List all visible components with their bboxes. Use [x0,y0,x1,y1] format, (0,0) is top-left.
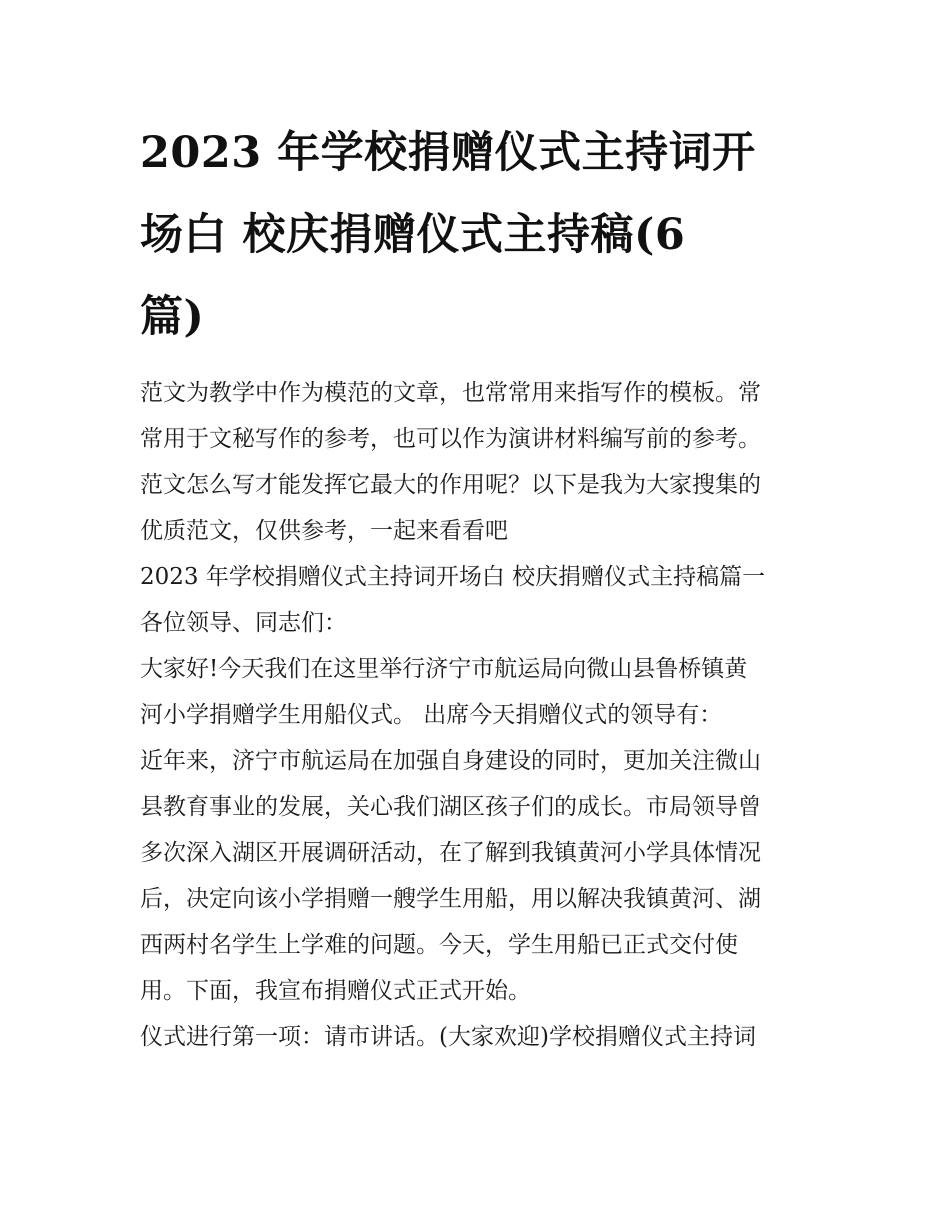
title-line: 篇) [140,292,205,342]
section-heading [140,554,820,600]
text-line: 大家好!今天我们在这里举行济宁市航运局向微山县鲁桥镇黄 [140,656,748,682]
text-line: 用。下面，我宣布捐赠仪式正式开始。 [140,978,531,1004]
document-title [140,112,820,358]
body-paragraph [140,738,820,1014]
text-line: 2023 年学校捐赠仪式主持词开场白 校庆捐赠仪式主持稿篇一 [140,564,766,590]
text-line: 多次深入湖区开展调研活动，在了解到我镇黄河小学具体情况 [140,840,761,866]
agenda-paragraph [140,1014,820,1060]
greeting-paragraph [140,646,820,738]
salutation-paragraph [140,600,820,646]
title-line: 场白 校庆捐赠仪式主持稿(6 [140,210,686,260]
text-line: 后，决定向该小学捐赠一艘学生用船，用以解决我镇黄河、湖 [140,886,761,912]
text-line: 各位领导、同志们： [140,610,347,636]
text-line: 优质范文，仅供参考，一起来看看吧 [140,518,508,544]
title-line: 2023 年学校捐赠仪式主持词开 [140,128,756,178]
text-line: 仪式进行第一项：请市讲话。(大家欢迎)学校捐赠仪式主持词 [140,1024,756,1050]
text-line: 西两村名学生上学难的问题。今天，学生用船已正式交付使 [140,932,738,958]
text-line: 范文为教学中作为模范的文章，也常常用来指写作的模板。常 [140,380,761,406]
intro-paragraph [140,370,820,554]
text-line: 河小学捐赠学生用船仪式。 出席今天捐赠仪式的领导有： [140,702,723,728]
text-line: 范文怎么写才能发挥它最大的作用呢？以下是我为大家搜集的 [140,472,761,498]
text-line: 常用于文秘写作的参考，也可以作为演讲材料编写前的参考。 [140,426,761,452]
document-page [140,112,820,1060]
document-body [140,370,820,1060]
text-line: 近年来，济宁市航运局在加强自身建设的同时，更加关注微山 [140,748,761,774]
text-line: 县教育事业的发展，关心我们湖区孩子们的成长。市局领导曾 [140,794,761,820]
